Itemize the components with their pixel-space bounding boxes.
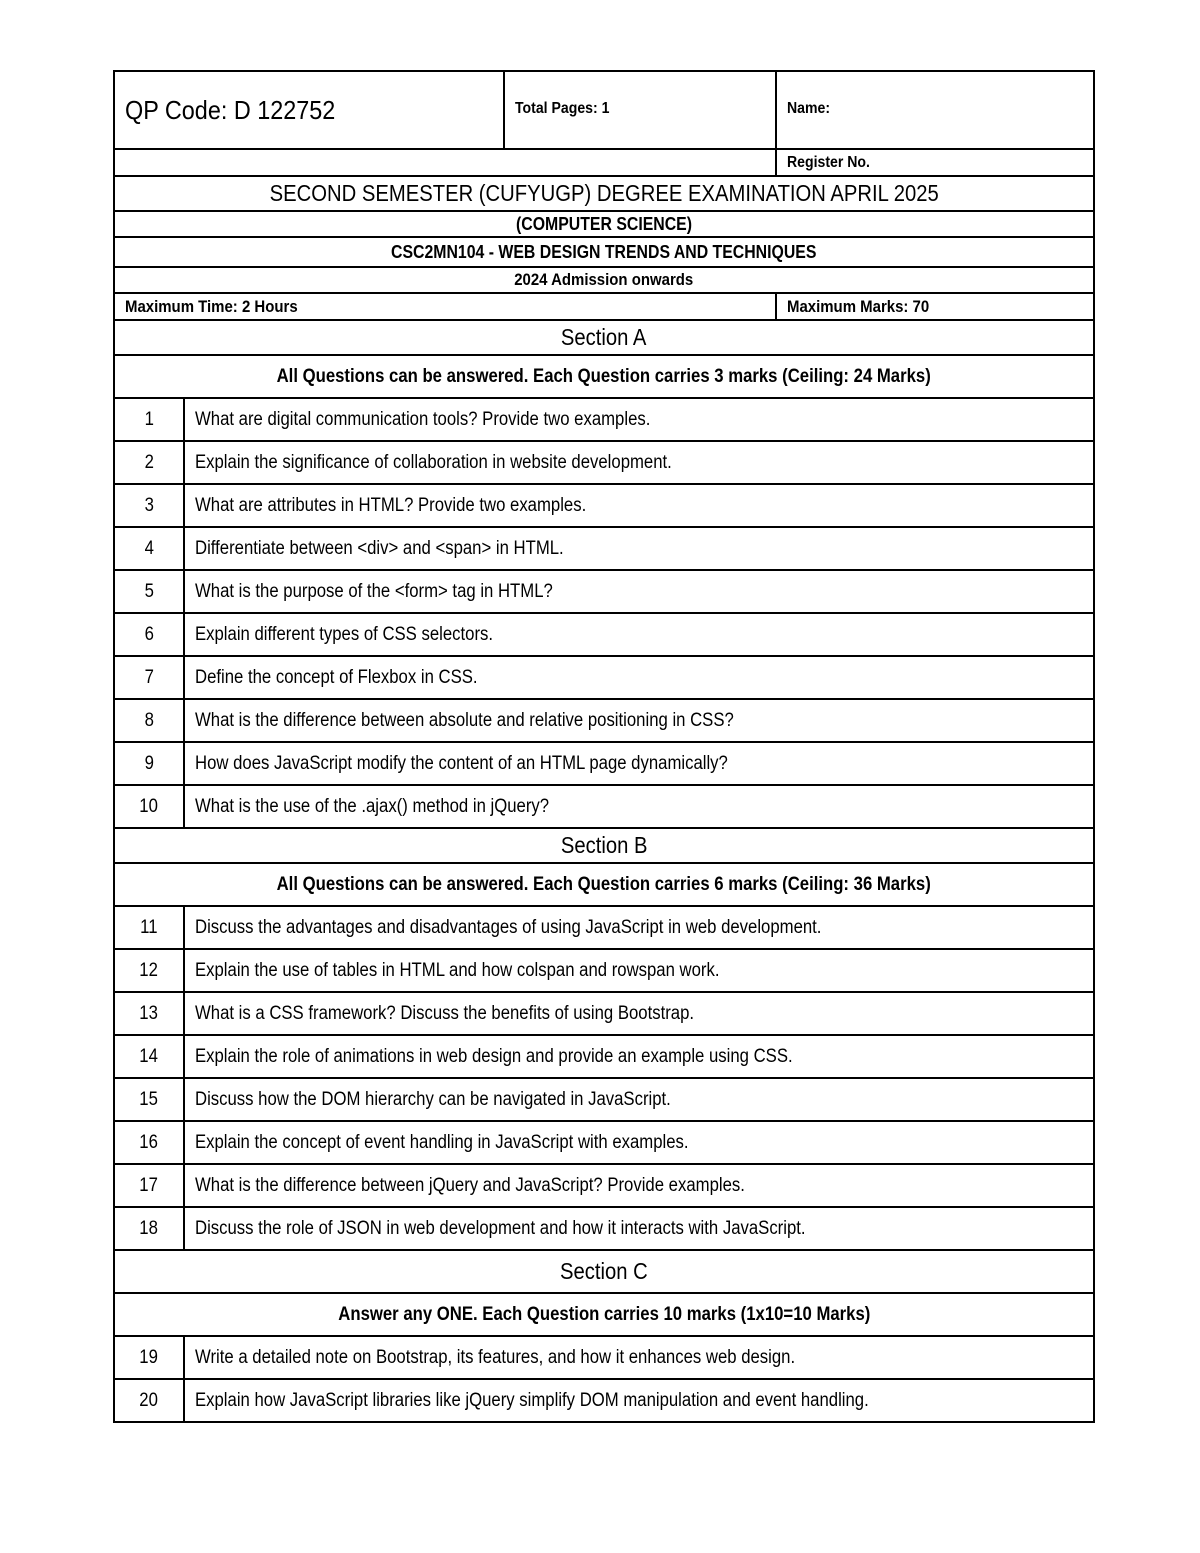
section-title: Section C bbox=[560, 1258, 648, 1284]
question-row bbox=[114, 1035, 1094, 1078]
question-text: Explain the use of tables in HTML and how colspan and rowspan work. bbox=[195, 959, 720, 981]
register-blank-cell bbox=[114, 149, 776, 176]
question-number-cell bbox=[114, 742, 184, 785]
qp-code-cell bbox=[114, 71, 504, 149]
question-row bbox=[114, 785, 1094, 828]
question-text: Explain the role of animations in web design and provide an example using CSS. bbox=[195, 1045, 793, 1067]
question-number: 9 bbox=[144, 752, 154, 774]
question-text-cell bbox=[184, 484, 1094, 527]
question-text: Define the concept of Flexbox in CSS. bbox=[195, 666, 478, 688]
exam-title-row bbox=[114, 176, 1094, 211]
section-instruction-row bbox=[114, 1293, 1094, 1336]
question-text: Explain the significance of collaboration in website development. bbox=[195, 451, 672, 473]
question-number-cell bbox=[114, 1379, 184, 1422]
question-text: Discuss the advantages and disadvantages of using JavaScript in web development. bbox=[195, 916, 822, 938]
question-row bbox=[114, 906, 1094, 949]
question-number: 12 bbox=[139, 959, 159, 981]
question-number-cell bbox=[114, 1336, 184, 1379]
question-number-cell bbox=[114, 484, 184, 527]
admission-text: 2024 Admission onwards bbox=[514, 270, 694, 289]
admission-row bbox=[114, 267, 1094, 293]
question-row bbox=[114, 742, 1094, 785]
question-number: 18 bbox=[139, 1217, 159, 1239]
question-number-cell bbox=[114, 992, 184, 1035]
question-row bbox=[114, 656, 1094, 699]
question-text-cell bbox=[184, 1336, 1094, 1379]
question-number: 2 bbox=[144, 451, 154, 473]
question-number: 4 bbox=[144, 537, 154, 559]
question-text-cell bbox=[184, 441, 1094, 484]
question-text-cell bbox=[184, 570, 1094, 613]
question-row bbox=[114, 570, 1094, 613]
question-text-cell bbox=[184, 656, 1094, 699]
question-number: 20 bbox=[139, 1389, 159, 1411]
exam-title: SECOND SEMESTER (CUFYUGP) DEGREE EXAMINATION APRIL 2025 bbox=[269, 180, 939, 206]
question-text: What is the purpose of the <form> tag in HTML? bbox=[195, 580, 553, 602]
question-row bbox=[114, 398, 1094, 441]
question-text: Explain how JavaScript libraries like jQuery simplify DOM manipulation and event handling. bbox=[195, 1389, 869, 1411]
question-text-cell bbox=[184, 527, 1094, 570]
max-time: Maximum Time: 2 Hours bbox=[125, 296, 298, 316]
question-text: Differentiate between <div> and <span> in HTML. bbox=[195, 537, 564, 559]
question-number: 13 bbox=[139, 1002, 159, 1024]
max-time-cell bbox=[114, 293, 776, 320]
question-paper bbox=[113, 70, 1093, 1423]
question-number-cell bbox=[114, 1121, 184, 1164]
register-label: Register No. bbox=[787, 153, 870, 171]
section-title-cell bbox=[114, 828, 1094, 863]
question-text: What are attributes in HTML? Provide two examples. bbox=[195, 494, 587, 516]
question-text: What is the use of the .ajax() method in jQuery? bbox=[195, 795, 550, 817]
question-number: 7 bbox=[144, 666, 154, 688]
course-cell bbox=[114, 237, 1094, 267]
max-marks: Maximum Marks: 70 bbox=[787, 296, 930, 316]
section-instruction: All Questions can be answered. Each Question carries 6 marks (Ceiling: 36 Marks) bbox=[276, 873, 932, 895]
question-text: What is the difference between jQuery and JavaScript? Provide examples. bbox=[195, 1174, 745, 1196]
question-number-cell bbox=[114, 699, 184, 742]
section-title-row bbox=[114, 1250, 1094, 1293]
question-row bbox=[114, 613, 1094, 656]
question-number-cell bbox=[114, 949, 184, 992]
section-instruction: Answer any ONE. Each Question carries 10 marks (1x10=10 Marks) bbox=[337, 1303, 871, 1325]
question-text: What is the difference between absolute and relative positioning in CSS? bbox=[195, 709, 734, 731]
question-row bbox=[114, 1078, 1094, 1121]
section-title: Section B bbox=[560, 832, 648, 858]
question-number-cell bbox=[114, 570, 184, 613]
question-number-cell bbox=[114, 1164, 184, 1207]
question-row bbox=[114, 484, 1094, 527]
qp-code: QP Code: D 122752 bbox=[125, 94, 336, 125]
section-instruction-cell bbox=[114, 863, 1094, 906]
subject-row bbox=[114, 211, 1094, 237]
question-number-cell bbox=[114, 656, 184, 699]
question-row bbox=[114, 1164, 1094, 1207]
subject-cell bbox=[114, 211, 1094, 237]
section-title-row bbox=[114, 828, 1094, 863]
question-row bbox=[114, 1379, 1094, 1422]
question-row bbox=[114, 1336, 1094, 1379]
question-number: 6 bbox=[144, 623, 154, 645]
admission-cell bbox=[114, 267, 1094, 293]
question-number-cell bbox=[114, 785, 184, 828]
total-pages: Total Pages: 1 bbox=[515, 100, 610, 117]
exam-subject: (COMPUTER SCIENCE) bbox=[515, 213, 692, 234]
question-paper-table bbox=[113, 70, 1095, 1423]
question-number: 8 bbox=[144, 709, 154, 731]
register-cell bbox=[776, 149, 1094, 176]
max-marks-cell bbox=[776, 293, 1094, 320]
question-text: Discuss the role of JSON in web development and how it interacts with JavaScript. bbox=[195, 1217, 806, 1239]
register-row bbox=[114, 149, 1094, 176]
question-row bbox=[114, 527, 1094, 570]
name-label: Name: bbox=[787, 100, 831, 117]
course-title: CSC2MN104 - WEB DESIGN TRENDS AND TECHNIQUES bbox=[391, 241, 817, 262]
section-title-cell bbox=[114, 320, 1094, 355]
section-instruction-row bbox=[114, 863, 1094, 906]
question-number-cell bbox=[114, 1078, 184, 1121]
name-cell bbox=[776, 71, 1094, 149]
section-title-cell bbox=[114, 1250, 1094, 1293]
question-number-cell bbox=[114, 613, 184, 656]
question-text: Discuss how the DOM hierarchy can be navigated in JavaScript. bbox=[195, 1088, 671, 1110]
question-number: 5 bbox=[144, 580, 154, 602]
total-pages-cell bbox=[504, 71, 776, 149]
section-title: Section A bbox=[561, 324, 647, 350]
question-number: 3 bbox=[144, 494, 154, 516]
question-text-cell bbox=[184, 1078, 1094, 1121]
question-number-cell bbox=[114, 527, 184, 570]
question-row bbox=[114, 949, 1094, 992]
question-number-cell bbox=[114, 441, 184, 484]
question-text-cell bbox=[184, 1035, 1094, 1078]
question-number-cell bbox=[114, 906, 184, 949]
exam-title-cell bbox=[114, 176, 1094, 211]
question-text: Explain different types of CSS selectors. bbox=[195, 623, 494, 645]
question-text-cell bbox=[184, 906, 1094, 949]
question-text: How does JavaScript modify the content of an HTML page dynamically? bbox=[195, 752, 728, 774]
section-instruction-cell bbox=[114, 355, 1094, 398]
question-number: 14 bbox=[139, 1045, 159, 1067]
question-text-cell bbox=[184, 949, 1094, 992]
section-instruction-row bbox=[114, 355, 1094, 398]
question-text-cell bbox=[184, 742, 1094, 785]
question-text: What are digital communication tools? Provide two examples. bbox=[195, 408, 651, 430]
question-text: Write a detailed note on Bootstrap, its features, and how it enhances web design. bbox=[195, 1346, 796, 1368]
question-text-cell bbox=[184, 398, 1094, 441]
time-marks-row bbox=[114, 293, 1094, 320]
question-text-cell bbox=[184, 785, 1094, 828]
question-number: 17 bbox=[139, 1174, 159, 1196]
question-text-cell bbox=[184, 992, 1094, 1035]
question-row bbox=[114, 441, 1094, 484]
question-text-cell bbox=[184, 699, 1094, 742]
question-text-cell bbox=[184, 613, 1094, 656]
question-text: Explain the concept of event handling in JavaScript with examples. bbox=[195, 1131, 689, 1153]
question-text: What is a CSS framework? Discuss the benefits of using Bootstrap. bbox=[195, 1002, 695, 1024]
question-text-cell bbox=[184, 1121, 1094, 1164]
question-number: 10 bbox=[139, 795, 159, 817]
question-number: 16 bbox=[139, 1131, 159, 1153]
question-number-cell bbox=[114, 1207, 184, 1250]
question-number: 19 bbox=[139, 1346, 159, 1368]
section-instruction: All Questions can be answered. Each Question carries 3 marks (Ceiling: 24 Marks) bbox=[276, 365, 932, 387]
question-row bbox=[114, 992, 1094, 1035]
question-text-cell bbox=[184, 1207, 1094, 1250]
section-instruction-cell bbox=[114, 1293, 1094, 1336]
question-number-cell bbox=[114, 1035, 184, 1078]
question-row bbox=[114, 699, 1094, 742]
question-text-cell bbox=[184, 1164, 1094, 1207]
course-row bbox=[114, 237, 1094, 267]
header-row bbox=[114, 71, 1094, 149]
question-row bbox=[114, 1121, 1094, 1164]
question-row bbox=[114, 1207, 1094, 1250]
question-number: 15 bbox=[139, 1088, 159, 1110]
question-number: 11 bbox=[140, 916, 158, 938]
question-number: 1 bbox=[144, 408, 154, 430]
question-text-cell bbox=[184, 1379, 1094, 1422]
section-title-row bbox=[114, 320, 1094, 355]
question-number-cell bbox=[114, 398, 184, 441]
